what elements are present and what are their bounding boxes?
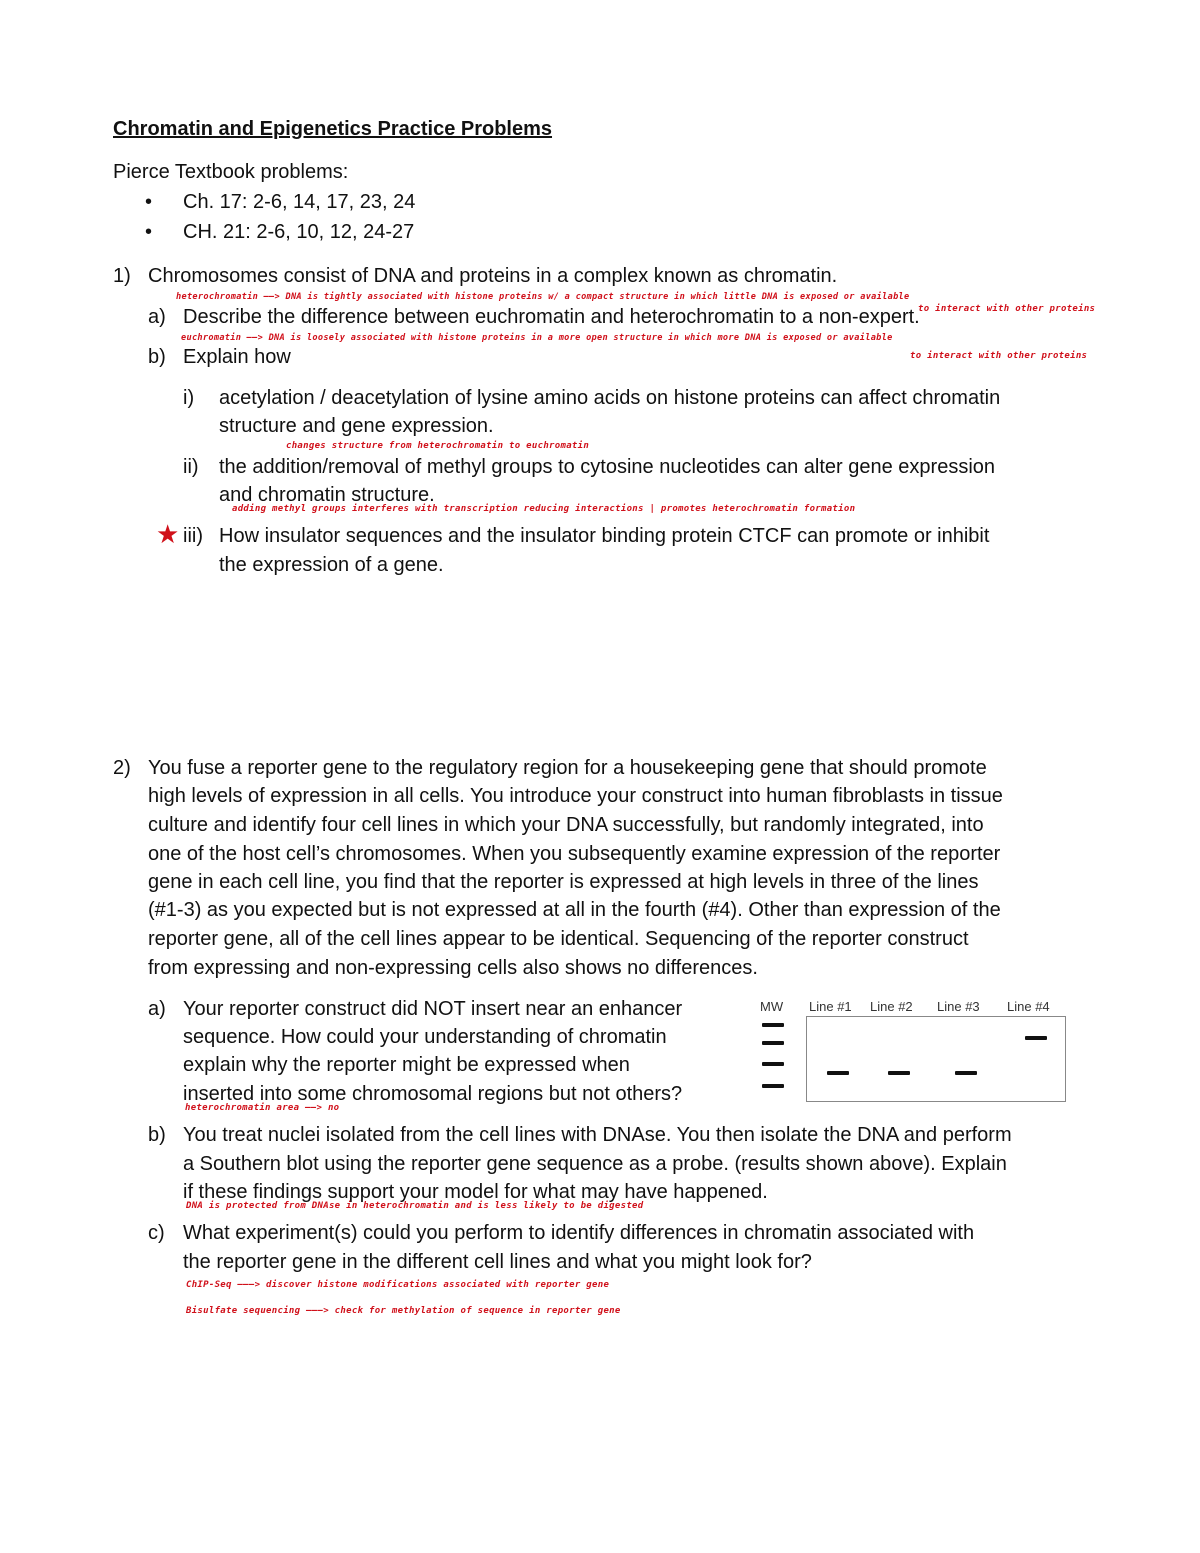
pierce-heading: Pierce Textbook problems: xyxy=(113,161,349,183)
q2-line: one of the host cell’s chromosomes. When you subsequently examine expression of the reporter xyxy=(148,843,1001,865)
q1-i-line2: structure and gene expression. xyxy=(219,415,494,437)
bullet: • xyxy=(145,221,153,243)
mw-band xyxy=(762,1084,784,1088)
red-star-icon: ★ xyxy=(156,519,180,549)
handwritten-note-dnase: DNA is protected from DNAse in heterochromatin and is less likely to be digested xyxy=(186,1201,644,1211)
q1-number: 1) xyxy=(113,265,131,287)
q1-ii-label: ii) xyxy=(183,456,199,478)
q1-iii-line2: the expression of a gene. xyxy=(219,554,444,576)
q2-c-line: the reporter gene in the different cell lines and what you might look for? xyxy=(183,1251,812,1273)
handwritten-note-heterochromatin-area: heterochromatin area ——> no xyxy=(185,1103,340,1113)
q2-c-line: What experiment(s) could you perform to identify differences in chromatin associated with xyxy=(183,1222,975,1244)
gel-label-line3: Line #3 xyxy=(937,999,980,1014)
q2-line: culture and identify four cell lines in which your DNA successfully, but randomly integrated, into xyxy=(148,814,984,836)
q2-line: high levels of expression in all cells. You introduce your construct into human fibroblasts in tissue xyxy=(148,785,1003,807)
line4-band xyxy=(1025,1036,1047,1040)
handwritten-note-euchromatin: euchromatin ——> DNA is loosely associated with histone proteins in a more open structure in which more DNA is exposed or available xyxy=(181,333,893,343)
handwritten-note-acetylation: changes structure from heterochromatin to euchromatin xyxy=(286,441,590,451)
handwritten-note-bisulfite: Bisulfate sequencing ———> check for methylation of sequence in reporter gene xyxy=(186,1306,621,1316)
q2-line: from expressing and non-expressing cells also shows no differences. xyxy=(148,957,758,979)
gel-label-mw: MW xyxy=(760,999,784,1014)
handwritten-note-euchromatin-cont: to interact with other proteins xyxy=(910,351,1088,361)
q2-a-line: Your reporter construct did NOT insert near an enhancer xyxy=(183,998,683,1020)
gel-label-line2: Line #2 xyxy=(870,999,913,1014)
q2-b-line: a Southern blot using the reporter gene sequence as a probe. (results shown above). Explain xyxy=(183,1153,1007,1175)
q2-b-line: if these findings support your model for what may have happened. xyxy=(183,1181,768,1203)
handwritten-note-heterochromatin-cont: to interact with other proteins xyxy=(918,304,1096,314)
q1-iii-line1: How insulator sequences and the insulator binding protein CTCF can promote or inhibit xyxy=(219,525,990,547)
handwritten-note-methylation: adding methyl groups interferes with transcription reducing interactions | promotes heterochromatin formation xyxy=(232,504,856,514)
mw-band xyxy=(762,1041,784,1045)
mw-band xyxy=(762,1062,784,1066)
q2-line: reporter gene, all of the cell lines appear to be identical. Sequencing of the reporter construct xyxy=(148,928,969,950)
q2-number: 2) xyxy=(113,757,131,779)
q1-a-text: Describe the difference between euchromatin and heterochromatin to a non-expert. xyxy=(183,306,920,328)
q1-ii-line1: the addition/removal of methyl groups to cytosine nucleotides can alter gene expression xyxy=(219,456,996,478)
q2-a-line: sequence. How could your understanding of chromatin xyxy=(183,1026,667,1048)
line2-band xyxy=(888,1071,910,1075)
line3-band xyxy=(955,1071,977,1075)
q2-c-label: c) xyxy=(148,1222,165,1244)
handwritten-note-heterochromatin: heterochromatin ——> DNA is tightly associated with histone proteins w/ a compact structure in which little DNA is exposed or available xyxy=(176,292,910,302)
page-title: Chromatin and Epigenetics Practice Problems xyxy=(113,118,553,140)
q1-i-label: i) xyxy=(183,387,195,409)
q2-line: You fuse a reporter gene to the regulatory region for a housekeeping gene that should promote xyxy=(148,757,987,779)
pierce-item: Ch. 17: 2-6, 14, 17, 23, 24 xyxy=(183,191,416,213)
q1-b-text: Explain how xyxy=(183,346,291,368)
q2-a-line: inserted into some chromosomal regions but not others? xyxy=(183,1083,683,1105)
mw-band xyxy=(762,1023,784,1027)
q1-i-line1: acetylation / deacetylation of lysine amino acids on histone proteins can affect chromatin xyxy=(219,387,1001,409)
q2-a-label: a) xyxy=(148,998,166,1020)
q1-a-label: a) xyxy=(148,306,166,328)
q1-ii-line2: and chromatin structure. xyxy=(219,484,435,506)
q2-line: (#1-3) as you expected but is not expressed at all in the fourth (#4). Other than expression of the xyxy=(148,899,1001,921)
handwritten-note-chipseq: ChIP-Seq ———> discover histone modifications associated with reporter gene xyxy=(186,1280,610,1290)
q2-a-line: explain why the reporter might be expressed when xyxy=(183,1054,630,1076)
q1-iii-label: iii) xyxy=(183,525,203,547)
line1-band xyxy=(827,1071,849,1075)
q2-b-label: b) xyxy=(148,1124,166,1146)
gel-frame xyxy=(806,1016,1066,1102)
q1-text: Chromosomes consist of DNA and proteins in a complex known as chromatin. xyxy=(148,265,838,287)
bullet: • xyxy=(145,191,153,213)
q2-line: gene in each cell line, you find that the reporter is expressed at high levels in three of the lines xyxy=(148,871,979,893)
q1-b-label: b) xyxy=(148,346,166,368)
q2-b-line: You treat nuclei isolated from the cell lines with DNAse. You then isolate the DNA and perform xyxy=(183,1124,1012,1146)
gel-label-line4: Line #4 xyxy=(1007,999,1050,1014)
pierce-item: CH. 21: 2-6, 10, 12, 24-27 xyxy=(183,221,415,243)
gel-label-line1: Line #1 xyxy=(809,999,852,1014)
